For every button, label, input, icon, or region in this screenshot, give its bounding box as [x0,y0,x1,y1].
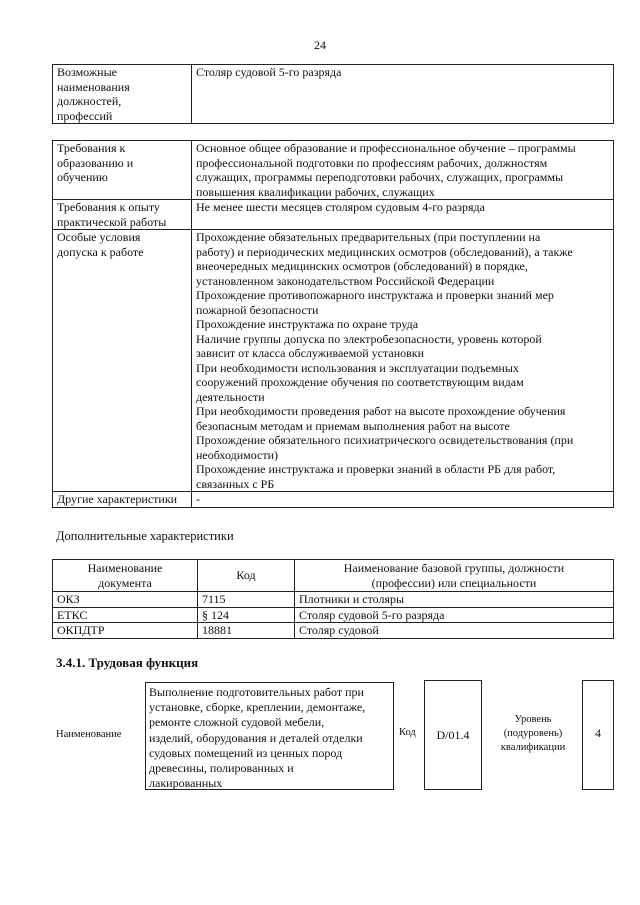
header-line: Наименование [87,561,163,575]
code-label: Код [399,727,416,738]
requirements-label [53,141,192,200]
positions-label-line: должностей, [57,94,122,108]
value-line: Прохождение обязательных предварительных (при поступлении на [196,230,541,244]
requirements-value [192,492,614,508]
label-line: образованию и [57,155,134,170]
value-line: Наличие группы допуска по электробезопасности, уровень которой [196,331,542,346]
table-header-row [53,560,614,592]
label-line: допуска к работе [57,244,144,259]
value-line: служащих, программы переподготовки рабочих, служащих, программы [196,170,564,184]
value-line: Прохождение инструктажа по охране труда [196,317,419,331]
positions-label [53,65,192,124]
label-line: Требования к [57,141,126,155]
table-cell: § 124 [198,607,295,623]
value-line: Прохождение инструктажа и проверки знаний в области РБ для работ, [196,462,556,476]
qualification-level-label [493,713,573,755]
requirements-label [53,230,192,492]
value-line: пожарной безопасности [196,302,319,317]
requirements-value [192,141,614,200]
table-cell: 7115 [198,592,295,608]
label-line: Особые условия [57,230,141,244]
value-line: зависит от класса обслуживаемой установки [196,346,425,360]
function-name-line: лакированных [149,776,223,791]
value-line: При необходимости использования и эксплуатации подъемных [196,360,519,375]
value-line: Прохождение обязательного психиатрического освидетельствования (при [196,433,574,447]
function-name-line: ремонте сложной судовой мебели, [149,715,325,730]
page-number: 24 [314,38,326,52]
table-row [53,592,614,608]
value-line: Основное общее образование и профессиональное обучение – программы [196,141,576,155]
table-cell: ОКЗ [53,592,198,608]
function-name-line: установке, сборке, креплении, демонтаже, [149,700,366,715]
requirements-row-experience [53,200,614,230]
header-line: Код [236,568,256,583]
label-line: Требования к опыту [57,200,160,214]
code-value: D/01.4 [436,728,470,742]
requirements-row-education [53,141,614,200]
function-name-box [145,682,394,790]
value-line: связанных с РБ [196,476,275,491]
positions-label-line: профессий [57,108,113,123]
value-line: - [196,492,200,506]
requirements-table [52,140,614,508]
value-line: деятельности [196,389,265,404]
additional-characteristics-table [52,559,614,639]
value-line: повышения квалификации рабочих, служащих [196,184,435,199]
level-label-line: (подуровень) [503,728,563,739]
positions-table [52,64,614,124]
table-cell: ЕТКС [53,607,198,623]
function-name-line: Выполнение подготовительных работ при [149,685,364,699]
table-row [53,607,614,623]
requirements-label [53,200,192,230]
function-name-line: судовых помещений из ценных пород [149,745,343,760]
value-line: сооружений прохождение обучения по соответствующим видам [196,375,524,389]
table-cell: ОКПДТР [53,623,198,639]
value-line: необходимости) [196,447,279,462]
label-line: практической работы [57,214,167,229]
requirements-row-special-conditions [53,230,614,492]
value-line: При необходимости проведения работ на высоте прохождение обучения [196,404,566,418]
label-line: обучению [57,170,108,184]
header-line: (профессии) или специальности [371,575,537,590]
value-line: внеочередных медицинских осмотров (обследований) в порядке, [196,259,528,273]
section-heading: 3.4.1. Трудовая функция [56,655,199,670]
positions-label-line: наименования [57,79,130,94]
positions-label-line: Возможные [57,65,117,79]
qualification-level-box [582,680,614,790]
column-header-group-name [295,560,614,592]
table-row [53,623,614,639]
column-header-code [198,560,295,592]
level-label-line: Уровень [514,714,552,725]
value-line: Не менее шести месяцев столяром судовым 4-го разряда [196,200,485,214]
value-line: профессиональной подготовки по профессиям рабочих, должностям [196,155,548,170]
function-name-line: древесины, полированных и [149,761,294,776]
value-line: безопасным методам и приемам выполнения работ на высоте [196,418,510,433]
table-cell: Столяр судовой 5-го разряда [295,607,614,623]
level-label-line: квалификации [500,742,566,753]
table-cell: Столяр судовой [295,623,614,639]
function-name-line: изделий, оборудования и деталей отделки [149,730,363,745]
code-box [424,680,482,790]
requirements-label [53,492,192,508]
table-cell: Плотники и столяры [295,592,614,608]
value-line: Прохождение противопожарного инструктажа и проверки знаний мер [196,288,554,302]
requirements-value [192,200,614,230]
qualification-level-value: 4 [595,726,601,740]
requirements-row-other [53,492,614,508]
label-line: Другие характеристики [57,492,178,506]
positions-row [53,65,614,124]
requirements-value [192,230,614,492]
positions-value: Столяр судовой 5-го разряда [192,65,614,124]
additional-characteristics-heading: Дополнительные характеристики [56,529,234,543]
header-line: Наименование базовой группы, должности [343,561,565,575]
table-cell: 18881 [198,623,295,639]
column-header-document [53,560,198,592]
header-line: документа [98,575,152,590]
value-line: установленном законодательством Российской Федерации [196,273,495,288]
function-name-label: Наименование [56,729,122,740]
value-line: работу) и периодических медицинских осмотров (обследований), а также [196,244,573,259]
